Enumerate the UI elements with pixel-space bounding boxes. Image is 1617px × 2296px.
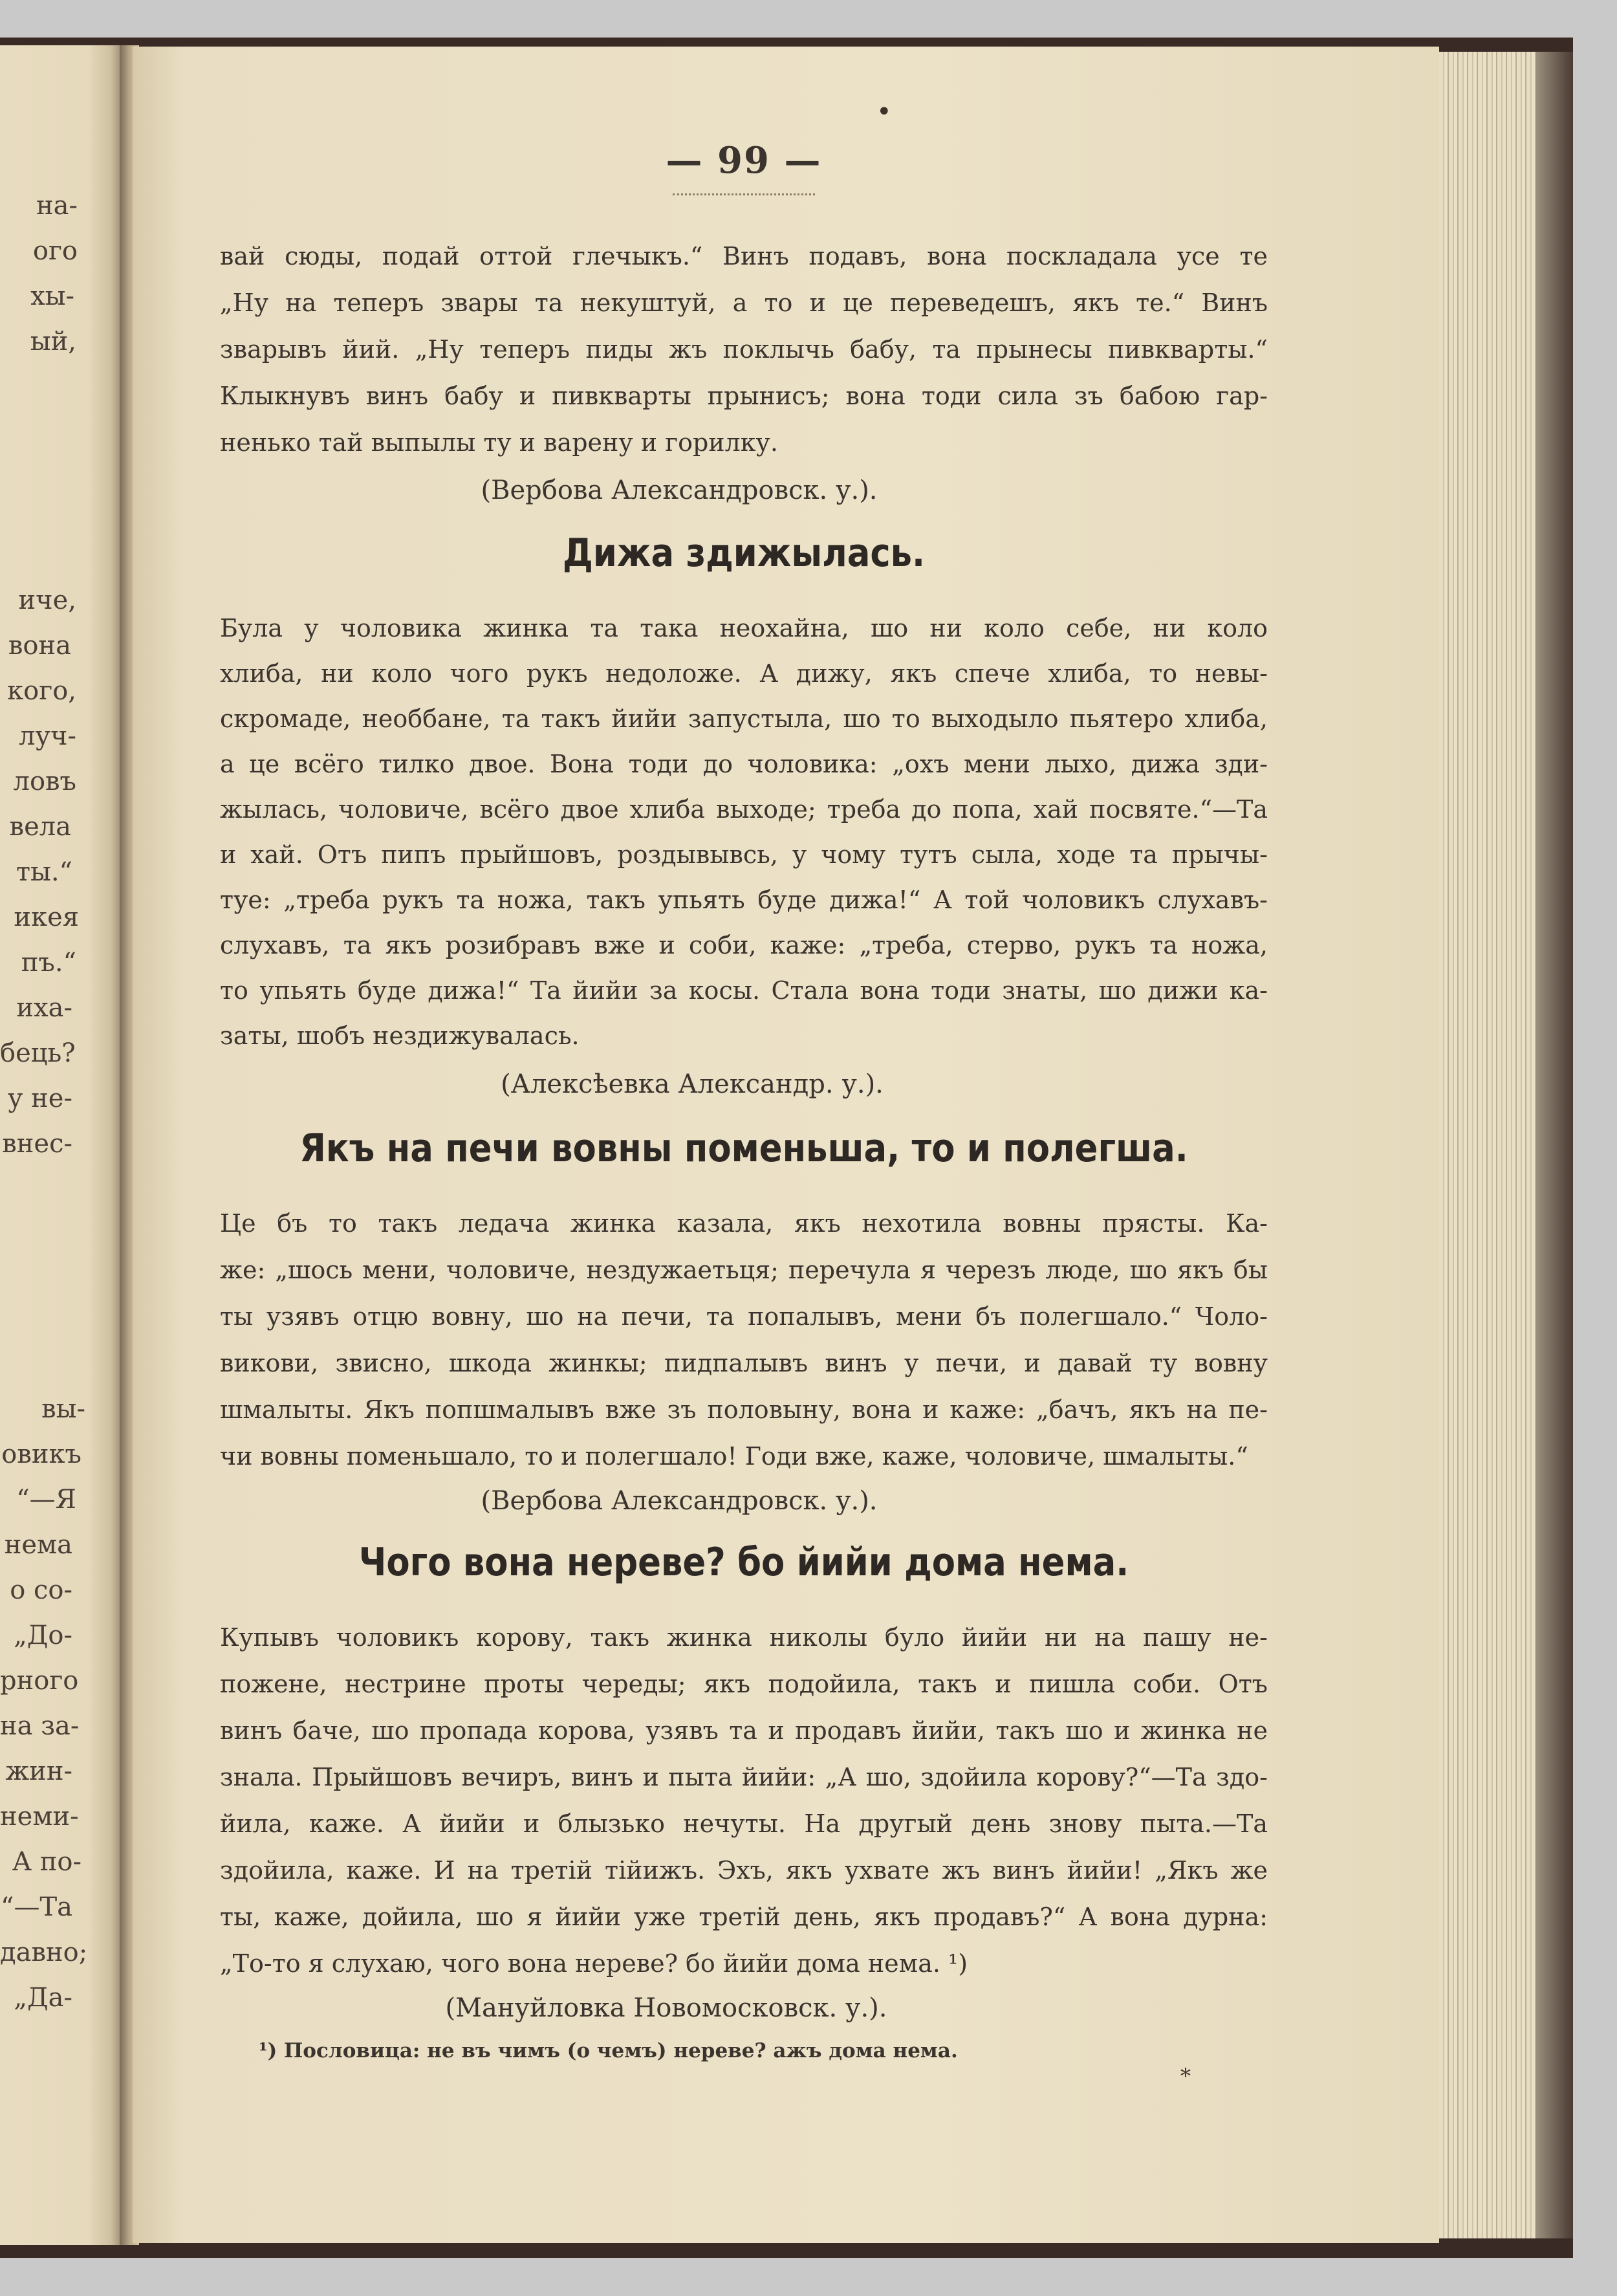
left-page	[0, 45, 126, 2245]
text-line: вай сюды, подай оттой глечыкъ.“ Винъ подавъ, вона поскладала усе те	[220, 242, 1268, 270]
left-page-text-fragment: А по-	[12, 1847, 81, 1877]
story-title: Чого вона нереве? бо йийи дома нема.	[358, 1540, 1129, 1585]
left-page-text-fragment: иха-	[16, 993, 72, 1023]
source-attribution: (Мануйловка Новомосковск. у.).	[445, 1993, 887, 2023]
left-page-text-fragment: луч-	[19, 721, 76, 751]
text-line: Клыкнувъ винъ бабу и пивкварты прынисъ; вона тоди сила зъ бабою гар-	[220, 382, 1268, 410]
text-line: шмалыты. Якъ попшмалывъ вже зъ половыну, вона и каже: „бачъ, якъ на пе-	[220, 1395, 1268, 1424]
left-page-text-fragment: на за-	[0, 1711, 80, 1741]
text-line: скромаде, необбане, та такъ йийи запустыла, шо то выходыло пьятеро хлиба,	[220, 705, 1268, 733]
left-page-text-fragment: пъ.“	[21, 948, 76, 978]
text-line: ты, каже, дойила, шо я йийи уже третій день, якъ продавъ?“ А вона дурна:	[220, 1903, 1268, 1931]
text-line: слухавъ, та якъ розибравъ вже и соби, каже: „треба, стерво, рукъ та ножа,	[220, 931, 1268, 959]
source-attribution: (Вербова Александровск. у.).	[481, 476, 878, 505]
source-attribution: (Вербова Александровск. у.).	[481, 1486, 878, 1516]
left-page-text-fragment: иче,	[18, 585, 76, 615]
left-page-text-fragment: жин-	[5, 1756, 72, 1786]
text-line: чи вовны поменьшало, то и полегшало! Годи вже, каже, чоловиче, шмалыты.“	[220, 1442, 1248, 1471]
text-line: хлиба, ни коло чого рукъ недоложе. А дижу, якъ спече хлиба, то невы-	[220, 659, 1268, 688]
text-line: пожене, нестрине проты череды; якъ подойила, такъ и пишла соби. Отъ	[220, 1670, 1268, 1698]
left-page-text-fragment: неми-	[0, 1802, 79, 1831]
ink-speck: *	[1180, 2064, 1191, 2088]
text-line: Була у чоловика жинка та така неохайна, шо ни коло себе, ни коло	[220, 614, 1268, 642]
book-cover-edge	[1536, 52, 1573, 2238]
left-page-text-fragment: вы-	[41, 1394, 85, 1424]
left-page-text-fragment: „Да-	[14, 1983, 72, 2013]
left-page-text-fragment: ого	[32, 236, 78, 266]
left-page-text-fragment: у не-	[7, 1084, 72, 1113]
text-line: то упьять буде дижа!“ Та йийи за косы. Стала вона тоди знаты, шо дижи ка-	[220, 976, 1268, 1005]
left-page-text-fragment: овикъ	[1, 1439, 81, 1469]
text-line: зварывъ йий. „Ну теперъ пиды жъ поклычь бабу, та прынесы пивкварты.“	[220, 335, 1268, 364]
text-line: „Ну на теперъ звары та некуштуй, а то и це переведешъ, якъ те.“ Винъ	[220, 289, 1268, 317]
text-line: ненько тай выпылы ту и варену и горилку.	[220, 428, 778, 457]
page-edges	[1439, 52, 1536, 2238]
left-page-text-fragment: рного	[0, 1666, 79, 1696]
left-page-text-fragment: ты.“	[16, 857, 72, 887]
text-line: и хай. Отъ пипъ прыйшовъ, роздывывсь, у чому тутъ сыла, ходе та прычы-	[220, 840, 1268, 869]
text-line: а це всёго тилко двое. Вона тоди до чоловика: „охъ мени лыхо, дижа зди-	[220, 750, 1268, 778]
left-page-text-fragment: вела	[9, 812, 71, 842]
text-line: йила, каже. А йийи и блызько нечуты. На другый день знову пыта.—Та	[220, 1809, 1268, 1838]
text-line: Це бъ то такъ ледача жинка казала, якъ нехотила вовны прясты. Ка-	[220, 1209, 1268, 1238]
left-page-text-fragment: “—Я	[16, 1485, 76, 1514]
text-line: ты узявъ отцю вовну, шо на печи, та попалывъ, мени бъ полегшало.“ Чоло-	[220, 1302, 1268, 1331]
page-number: — 99 —	[666, 139, 822, 182]
footnote: ¹) Пословица: не въ чимъ (о чемъ) нереве? ажъ дома нема.	[259, 2039, 958, 2062]
text-line: заты, шобъ нездижувалась.	[220, 1022, 580, 1050]
text-line: винъ баче, шо пропада корова, узявъ та и продавъ йийи, такъ шо и жинка не	[220, 1716, 1268, 1745]
source-attribution: (Алексѣевка Александр. у.).	[501, 1069, 884, 1099]
left-page-text-fragment: кого,	[7, 676, 76, 706]
left-page-text-fragment: ловъ	[13, 767, 76, 796]
left-page-text-fragment: давно;	[0, 1938, 88, 1967]
text-line: же: „шось мени, чоловиче, нездужаетьця; перечула я черезъ люде, шо якъ бы	[220, 1256, 1268, 1284]
left-page-text-fragment: „До-	[14, 1621, 72, 1650]
left-page-text-fragment: “—Та	[1, 1892, 72, 1922]
text-line: Купывъ чоловикъ корову, такъ жинка николы було йийи ни на пашу не-	[220, 1623, 1268, 1652]
text-line: знала. Прыйшовъ вечиръ, винъ и пыта йийи: „А шо, здойила корову?“—Та здо-	[220, 1763, 1268, 1791]
page-number-underline	[673, 191, 815, 195]
left-page-text-fragment: хы-	[30, 281, 74, 311]
left-page-text-fragment: нема	[4, 1530, 72, 1560]
left-page-text-fragment: бець?	[0, 1038, 76, 1068]
text-line: здойила, каже. И на третій тійижъ. Эхъ, якъ ухвате жъ винъ йийи! „Якъ же	[220, 1856, 1268, 1885]
ink-speck: •	[876, 97, 892, 127]
left-page-text-fragment: внес-	[2, 1129, 72, 1159]
left-page-text-fragment: о со-	[10, 1575, 72, 1605]
text-line: жылась, чоловиче, всёго двое хлиба выходе; треба до попа, хай посвяте.“—Та	[220, 795, 1268, 824]
left-page-text-fragment: вона	[8, 631, 71, 661]
story-title: Дижа здижылась.	[562, 530, 926, 576]
text-line: викови, звисно, шкода жинкы; пидпалывъ винъ у печи, и давай ту вовну	[220, 1349, 1268, 1377]
left-page-text-fragment: икея	[14, 902, 79, 932]
left-page-text-fragment: ый,	[30, 327, 76, 356]
left-page-text-fragment: на-	[36, 191, 78, 221]
text-line: туе: „треба рукъ та ножа, такъ упьять буде дижа!“ А той чоловикъ слухавъ-	[220, 886, 1268, 914]
story-title: Якъ на печи вовны поменьша, то и полегша.	[299, 1126, 1188, 1171]
text-line: „То-то я слухаю, чого вона нереве? бо йийи дома нема. ¹)	[220, 1949, 968, 1978]
